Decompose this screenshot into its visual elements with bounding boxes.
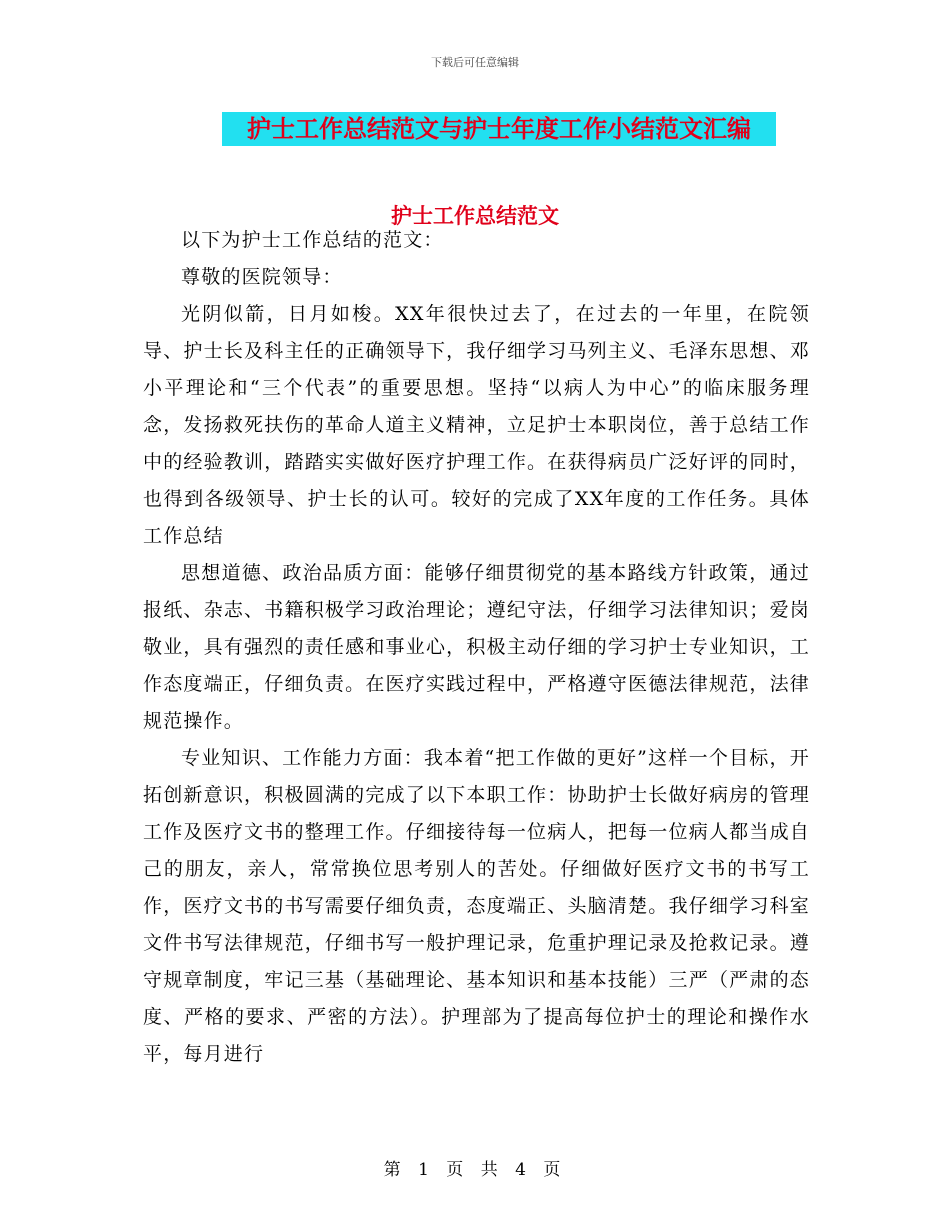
body-text [143,222,810,1073]
header-note: 下载后可任意编辑 [431,56,519,69]
paragraph-ideology: 思想道德、政治品质方面：能够仔细贯彻党的基本路线方针政策，通过报纸、杂志、书籍积极学习政治理论；遵纪守法，仔细学习法律知识；爱岗敬业，具有强烈的责任感和事业心，积极主动仔细的学习护士专业知识，工作态度端正，仔细负责。在医疗实践过程中，严格遵守医德法律规范，法律规范操作。 [143,562,810,732]
paragraph-professional: 专业知识、工作能力方面：我本着“把工作做的更好”这样一个目标，开拓创新意识，积极圆满的完成了以下本职工作：协助护士长做好病房的管理工作及医疗文书的整理工作。仔细接待每一位病人，把每一位病人都当成自己的朋友，亲人，常常换位思考别人的苦处。仔细做好医疗文书的书写工作，医疗文书的书写需要仔细负责，态度端正、头脑清楚。我仔细学习科室文件书写法律规范，仔细书写一般护理记录，危重护理记录及抢救记录。遵守规章制度，牢记三基（基础理论、基本知识和基本技能）三严（严肃的态度、严格的要求、严密的方法）。护理部为了提高每位护士的理论和操作水平，每月进行 [143,747,810,1065]
paragraph-salutation: 尊敬的医院领导： [181,266,343,288]
section-title: 护士工作总结范文 [391,204,559,228]
document-title: 护士工作总结范文与护士年度工作小结范文汇编 [222,112,776,146]
page-number: 第 1 页 共 4 页 [383,1160,567,1180]
paragraph-overview: 光阴似箭，日月如梭。XX年很快过去了，在过去的一年里，在院领导、护士长及科主任的正确领导下，我仔细学习马列主义、毛泽东思想、邓小平理论和“三个代表”的重要思想。坚持“以病人为中心”的临床服务理念，发扬救死扶伤的革命人道主义精神，立足护士本职岗位，善于总结工作中的经验教训，踏踏实实做好医疗护理工作。在获得病员广泛好评的同时，也得到各级领导、护士长的认可。较好的完成了XX年度的工作任务。具体工作总结 [143,303,810,547]
paragraph-intro: 以下为护士工作总结的范文： [181,229,444,251]
